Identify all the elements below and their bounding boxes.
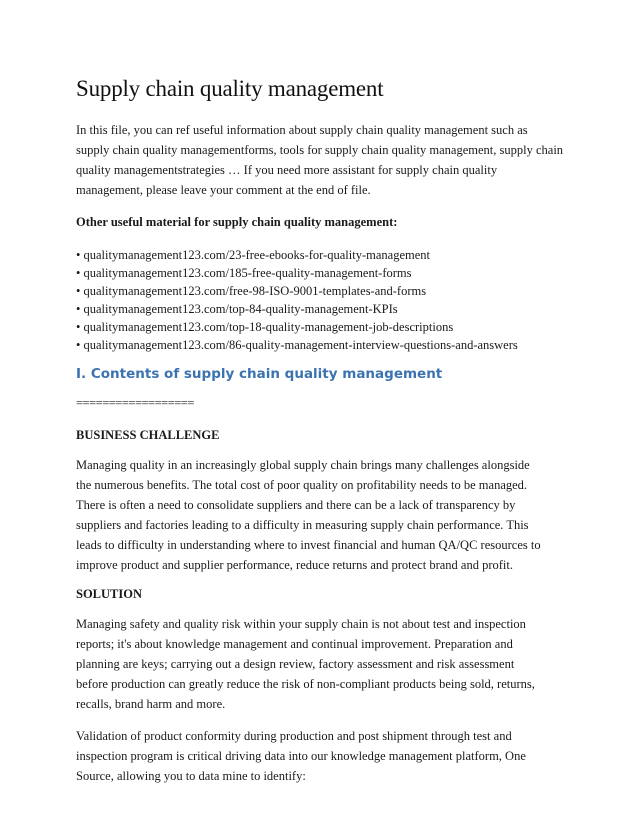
section-heading: I. Contents of supply chain quality management (76, 366, 443, 382)
intro-line: quality managementstrategies … If you need more assistant for supply chain quality (76, 163, 498, 177)
business-challenge-heading: BUSINESS CHALLENGE (76, 428, 220, 442)
paragraph-line: recalls, brand harm and more. (76, 697, 226, 711)
resource-link[interactable]: • qualitymanagement123.com/top-84-quality-management-KPIs (76, 302, 398, 316)
paragraph-line: Validation of product conformity during production and post shipment through test and (76, 729, 512, 743)
resource-link[interactable]: • qualitymanagement123.com/23-free-ebooks-for-quality-management (76, 248, 430, 262)
paragraph-line: reports; it's about knowledge management and continual improvement. Preparation and (76, 637, 513, 651)
paragraph-line: improve product and supplier performance, reduce returns and protect brand and profit. (76, 558, 513, 572)
paragraph-line: leads to difficulty in understanding where to invest financial and human QA/QC resources to (76, 538, 541, 552)
solution-paragraph-2 (76, 726, 572, 786)
resource-link[interactable]: • qualitymanagement123.com/185-free-quality-management-forms (76, 266, 412, 280)
other-material-heading: Other useful material for supply chain quality management: (76, 215, 398, 229)
resource-link[interactable]: • qualitymanagement123.com/top-18-quality-management-job-descriptions (76, 320, 454, 334)
solution-heading: SOLUTION (76, 587, 142, 601)
section-divider: ================== (76, 396, 194, 410)
business-challenge-paragraph (76, 455, 572, 575)
paragraph-line: Source, allowing you to data mine to identify: (76, 769, 306, 783)
document-body (76, 76, 572, 798)
paragraph-line: Managing safety and quality risk within your supply chain is not about test and inspection (76, 617, 526, 631)
intro-paragraph (76, 120, 572, 200)
paragraph-line: inspection program is critical driving data into our knowledge management platform, One (76, 749, 526, 763)
paragraph-line: the numerous benefits. The total cost of poor quality on profitability needs to be managed. (76, 478, 528, 492)
intro-line: supply chain quality managementforms, tools for supply chain quality management, supply chain (76, 143, 564, 157)
paragraph-line: suppliers and factories leading to a difficulty in measuring supply chain performance. This (76, 518, 529, 532)
document-title: Supply chain quality management (76, 76, 384, 101)
resource-link[interactable]: • qualitymanagement123.com/86-quality-management-interview-questions-and-answers (76, 338, 518, 352)
paragraph-line: Managing quality in an increasingly global supply chain brings many challenges alongside (76, 458, 530, 472)
paragraph-line: There is often a need to consolidate suppliers and there can be a lack of transparency by (76, 498, 516, 512)
paragraph-line: planning are keys; carrying out a design review, factory assessment and risk assessment (76, 657, 515, 671)
resource-link-list (76, 246, 572, 354)
solution-paragraph-1 (76, 614, 572, 714)
paragraph-line: before production can greatly reduce the risk of non-compliant products being sold, returns, (76, 677, 535, 691)
intro-line: management, please leave your comment at the end of file. (76, 183, 371, 197)
resource-link[interactable]: • qualitymanagement123.com/free-98-ISO-9001-templates-and-forms (76, 284, 427, 298)
intro-line: In this file, you can ref useful information about supply chain quality management such as (76, 123, 528, 137)
